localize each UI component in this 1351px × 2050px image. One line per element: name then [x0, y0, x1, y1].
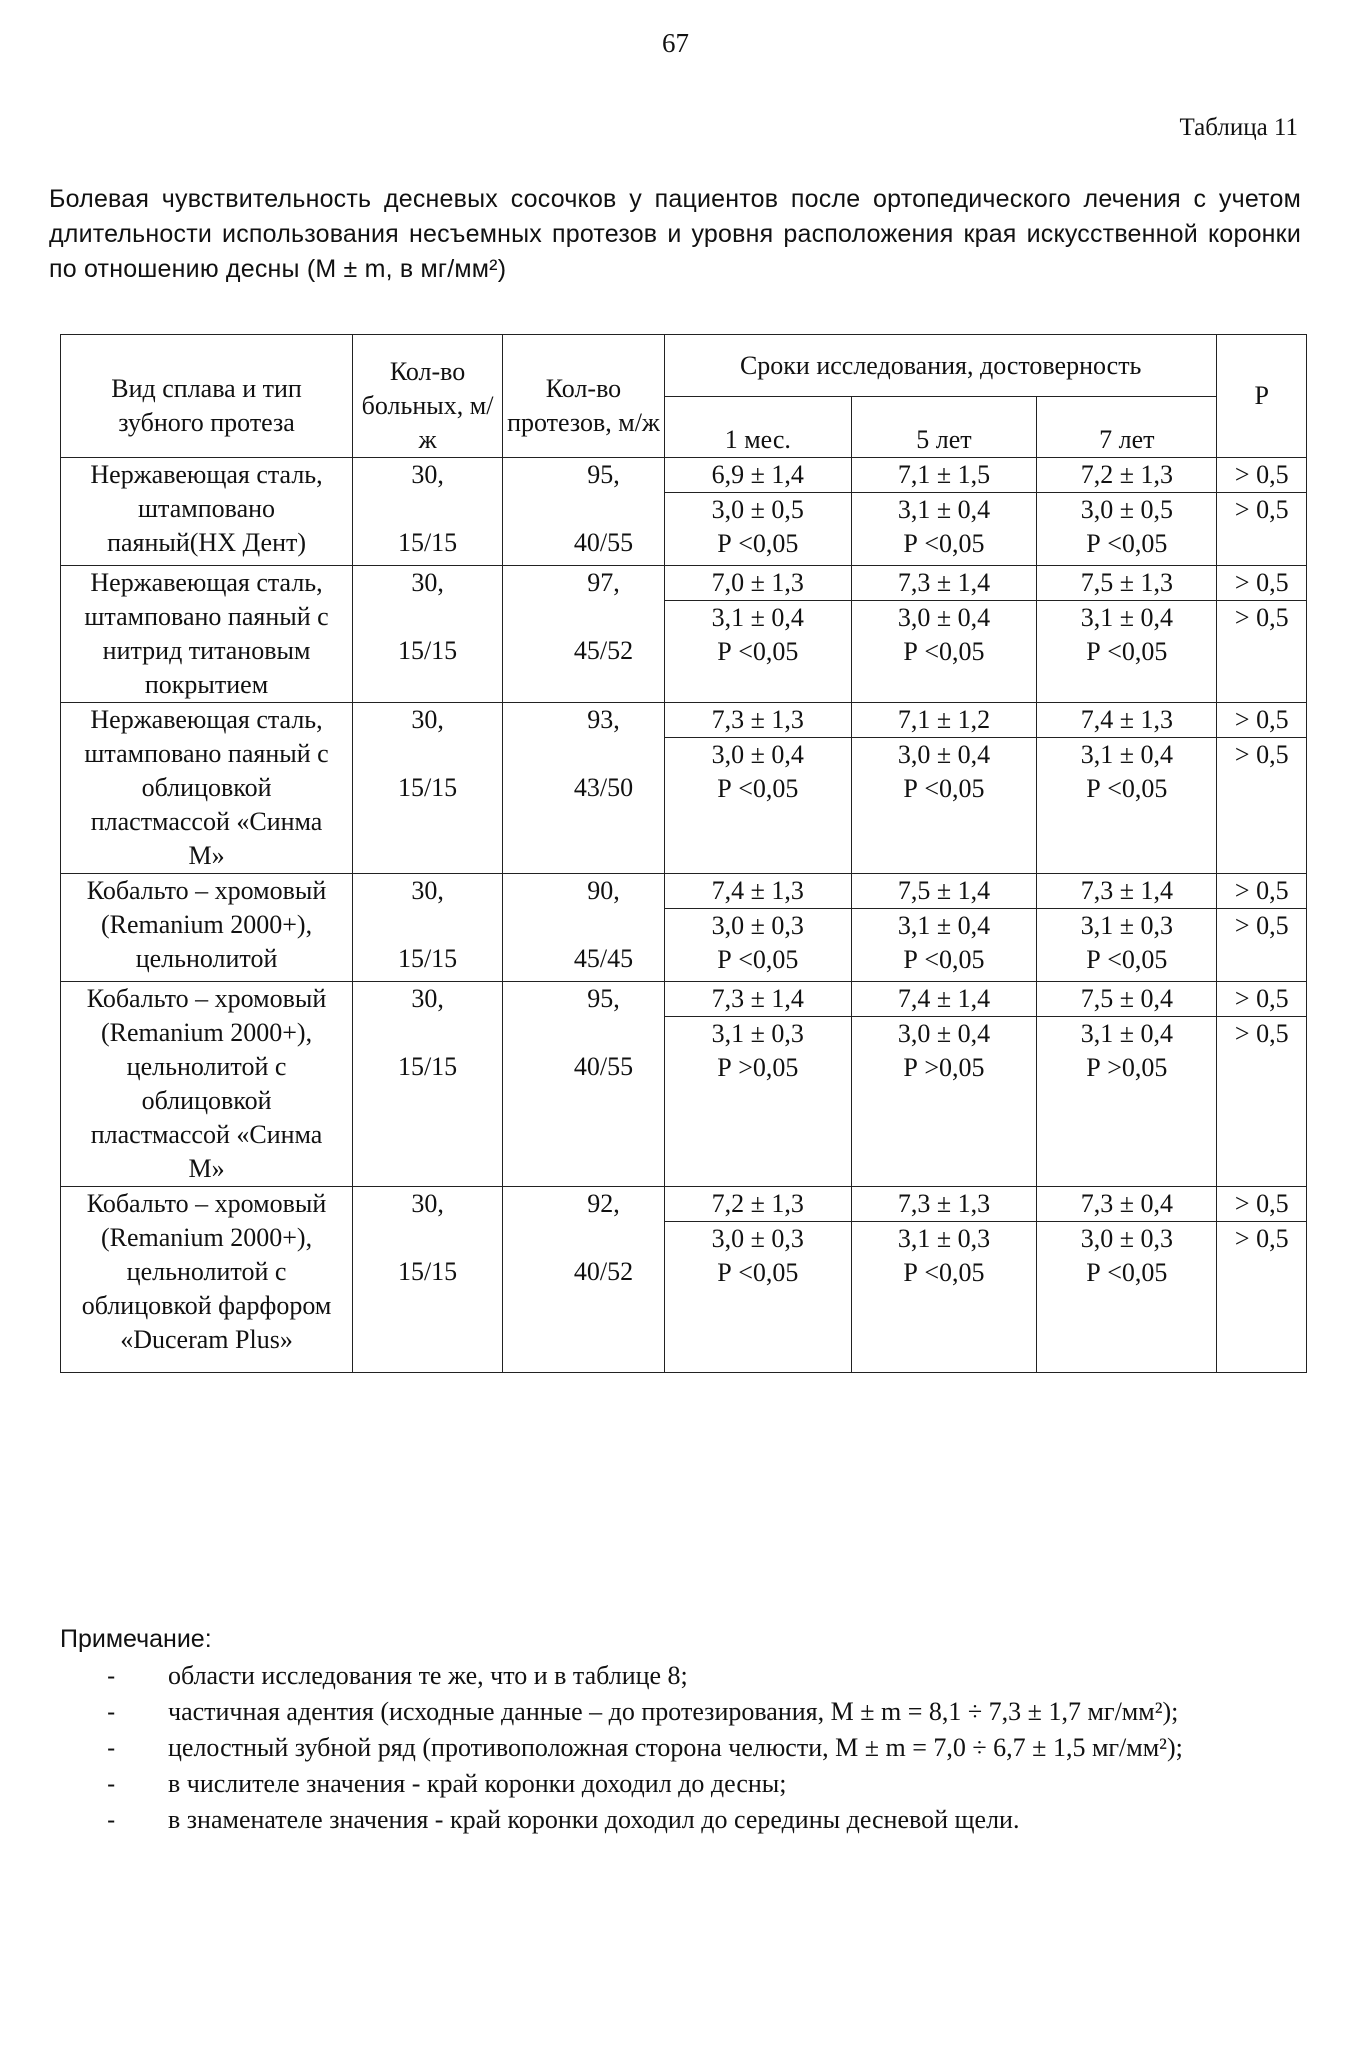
- prostheses-total: 95,: [587, 460, 620, 489]
- value-denominator: 3,1 ± 0,4: [711, 603, 804, 632]
- value-numerator: 7,5 ± 1,3: [1037, 566, 1216, 601]
- value-cell-y5: [851, 566, 1037, 703]
- note-text: частичная адентия (исходные данные – до протезирования, M ± m = 8,1 ÷ 7,3 ± 1,7 мг/мм²);: [168, 1697, 1179, 1726]
- header-row-1: [61, 335, 1307, 397]
- notes-list: [60, 1658, 1280, 1838]
- note-item: [60, 1802, 1280, 1838]
- prostheses-total: 93,: [587, 705, 620, 734]
- value-cell-m1: [664, 982, 851, 1187]
- note-dash: -: [107, 1662, 116, 1690]
- table-row: [61, 1187, 1307, 1373]
- patients-cell: [353, 566, 503, 703]
- patients-total: 30,: [411, 460, 444, 489]
- patients-total: 30,: [411, 705, 444, 734]
- value-denominator: 3,0 ± 0,3: [1080, 1224, 1173, 1253]
- significance: Р <0,05: [903, 774, 985, 803]
- patients-total: 30,: [411, 984, 444, 1013]
- notes-title: Примечание:: [60, 1625, 212, 1653]
- value-cell-y5: [851, 982, 1037, 1187]
- alloy-name: Нержавеющая сталь, штамповано паяный(НХ Дент): [90, 460, 323, 557]
- value-numerator: 7,3 ± 0,4: [1037, 1187, 1216, 1222]
- prostheses-cell: [503, 458, 665, 566]
- value-cell-m1: [664, 458, 851, 566]
- significance: Р <0,05: [717, 637, 799, 666]
- note-dash: -: [107, 1770, 116, 1798]
- significance: Р <0,05: [903, 637, 985, 666]
- prostheses-total: 97,: [587, 568, 620, 597]
- value-cell-y7: [1037, 566, 1217, 703]
- note-item: [60, 1766, 1280, 1802]
- p-numerator: > 0,5: [1217, 566, 1306, 601]
- value-numerator: 7,0 ± 1,3: [665, 566, 851, 601]
- p-denominator: > 0,5: [1234, 603, 1289, 632]
- alloy-cell: [61, 874, 353, 982]
- value-denominator: 3,0 ± 0,4: [897, 740, 991, 769]
- value-denominator: 3,0 ± 0,5: [1080, 495, 1173, 524]
- value-denominator: 3,1 ± 0,4: [897, 911, 991, 940]
- significance: Р >0,05: [903, 1053, 985, 1082]
- patients-cell: [353, 458, 503, 566]
- prostheses-split: 40/55: [573, 528, 634, 557]
- value-cell-y7: [1037, 982, 1217, 1187]
- value-denominator: 3,0 ± 0,4: [897, 1019, 991, 1048]
- significance: Р <0,05: [903, 1258, 985, 1287]
- significance: Р <0,05: [717, 945, 799, 974]
- value-cell-m1: [664, 874, 851, 982]
- p-denominator: > 0,5: [1234, 1019, 1289, 1048]
- value-cell-m1: [664, 703, 851, 874]
- alloy-cell: [61, 566, 353, 703]
- value-denominator: 3,1 ± 0,4: [897, 495, 991, 524]
- significance: Р <0,05: [717, 1258, 799, 1287]
- p-numerator: > 0,5: [1217, 1187, 1306, 1222]
- value-denominator: 3,0 ± 0,5: [711, 495, 804, 524]
- value-numerator: 7,5 ± 1,4: [852, 874, 1037, 909]
- value-cell-y7: [1037, 458, 1217, 566]
- spacer: [507, 737, 660, 771]
- value-cell-y5: [851, 874, 1037, 982]
- prostheses-total: 90,: [587, 876, 620, 905]
- note-item: [60, 1694, 1280, 1730]
- patients-split: 15/15: [397, 528, 458, 557]
- prostheses-split: 40/52: [573, 1257, 634, 1286]
- value-numerator: 7,4 ± 1,3: [665, 874, 851, 909]
- alloy-name: Нержавеющая сталь, штамповано паяный с нитрид титановым покрытием: [84, 568, 329, 699]
- p-cell: [1217, 874, 1307, 982]
- p-cell: [1217, 703, 1307, 874]
- patients-total: 30,: [411, 568, 444, 597]
- value-numerator: 7,1 ± 1,2: [852, 703, 1037, 738]
- value-denominator: 3,0 ± 0,3: [711, 911, 804, 940]
- patients-cell: [353, 703, 503, 874]
- value-cell-m1: [664, 566, 851, 703]
- table-label: Таблица 11: [1179, 114, 1298, 141]
- table-row: [61, 566, 1307, 703]
- significance: Р <0,05: [1086, 529, 1168, 558]
- p-cell: [1217, 1187, 1307, 1373]
- note-dash: -: [107, 1806, 116, 1834]
- patients-cell: [353, 1187, 503, 1373]
- notes: [60, 1625, 1280, 1838]
- prostheses-split: 43/50: [573, 773, 634, 802]
- p-cell: [1217, 982, 1307, 1187]
- significance: Р <0,05: [717, 774, 799, 803]
- spacer: [507, 492, 660, 526]
- value-denominator: 3,0 ± 0,3: [711, 1224, 804, 1253]
- value-numerator: 7,2 ± 1,3: [665, 1187, 851, 1222]
- table-row: [61, 982, 1307, 1187]
- value-denominator: 3,1 ± 0,3: [1080, 911, 1173, 940]
- note-text: области исследования те же, что и в таблице 8;: [168, 1661, 688, 1690]
- header-5-years: 5 лет: [851, 397, 1037, 458]
- patients-split: 15/15: [397, 773, 458, 802]
- value-numerator: 7,4 ± 1,4: [852, 982, 1037, 1017]
- value-cell-y5: [851, 1187, 1037, 1373]
- p-denominator: > 0,5: [1234, 740, 1289, 769]
- patients-cell: [353, 982, 503, 1187]
- value-numerator: 7,3 ± 1,3: [852, 1187, 1037, 1222]
- value-numerator: 7,3 ± 1,4: [665, 982, 851, 1017]
- significance: Р <0,05: [1086, 637, 1168, 666]
- alloy-cell: [61, 1187, 353, 1373]
- spacer: [507, 600, 660, 634]
- p-cell: [1217, 566, 1307, 703]
- value-cell-y7: [1037, 874, 1217, 982]
- patients-split: 15/15: [397, 1257, 458, 1286]
- spacer: [357, 1221, 498, 1255]
- p-numerator: > 0,5: [1217, 703, 1306, 738]
- patients-total: 30,: [411, 1189, 444, 1218]
- header-p: Р: [1217, 335, 1307, 458]
- alloy-name: Кобальто – хромовый (Remanium 2000+), цельнолитой: [86, 876, 327, 973]
- note-text: целостный зубной ряд (противоположная сторона челюсти, M ± m = 7,0 ÷ 6,7 ± 1,5 мг/мм²);: [168, 1733, 1183, 1762]
- note-text: в числителе значения - край коронки доходил до десны;: [168, 1769, 787, 1798]
- value-numerator: 7,3 ± 1,4: [852, 566, 1037, 601]
- value-denominator: 3,1 ± 0,3: [711, 1019, 804, 1048]
- alloy-name: Кобальто – хромовый (Remanium 2000+), цельнолитой с облицовкой фарфором «Duceram Plus»: [81, 1189, 332, 1354]
- value-denominator: 3,1 ± 0,4: [1080, 740, 1173, 769]
- prostheses-total: 92,: [587, 1189, 620, 1218]
- p-denominator: > 0,5: [1234, 1224, 1289, 1253]
- spacer: [507, 908, 660, 942]
- significance: Р <0,05: [903, 945, 985, 974]
- patients-split: 15/15: [397, 636, 458, 665]
- p-numerator: > 0,5: [1217, 982, 1306, 1017]
- value-cell-y7: [1037, 1187, 1217, 1373]
- alloy-name: Кобальто – хромовый (Remanium 2000+), цельнолитой с облицовкой пластмассой «Синма М»: [86, 984, 327, 1183]
- value-numerator: 7,1 ± 1,5: [852, 458, 1037, 493]
- significance: Р >0,05: [717, 1053, 799, 1082]
- p-numerator: > 0,5: [1217, 874, 1306, 909]
- value-numerator: 7,3 ± 1,4: [1037, 874, 1216, 909]
- prostheses-split: 40/55: [573, 1052, 634, 1081]
- significance: Р <0,05: [1086, 774, 1168, 803]
- value-denominator: 3,1 ± 0,3: [897, 1224, 991, 1253]
- value-denominator: 3,0 ± 0,4: [897, 603, 991, 632]
- value-numerator: 7,5 ± 0,4: [1037, 982, 1216, 1017]
- spacer: [357, 737, 498, 771]
- alloy-name: Нержавеющая сталь, штамповано паяный с облицовкой пластмассой «Синма М»: [84, 705, 329, 870]
- value-numerator: 7,2 ± 1,3: [1037, 458, 1216, 493]
- prostheses-total: 95,: [587, 984, 620, 1013]
- significance: Р <0,05: [1086, 945, 1168, 974]
- value-denominator: 3,0 ± 0,4: [711, 740, 804, 769]
- header-prostheses: Кол-во протезов, м/ж: [503, 335, 665, 458]
- p-denominator: > 0,5: [1234, 495, 1289, 524]
- prostheses-cell: [503, 703, 665, 874]
- p-numerator: > 0,5: [1217, 458, 1306, 493]
- table-caption: Болевая чувствительность десневых сосочков у пациентов после ортопедического лечения с учетом длительности использования несъемных протезов и уровня расположения края искусственной коронки по отношению десны (M ± m, в мг/мм²): [49, 185, 1301, 283]
- alloy-cell: [61, 458, 353, 566]
- spacer: [357, 908, 498, 942]
- significance: Р <0,05: [717, 529, 799, 558]
- note-item: [60, 1730, 1280, 1766]
- prostheses-split: 45/52: [573, 636, 634, 665]
- value-numerator: 7,3 ± 1,3: [665, 703, 851, 738]
- value-cell-y5: [851, 703, 1037, 874]
- value-numerator: 6,9 ± 1,4: [665, 458, 851, 493]
- prostheses-cell: [503, 1187, 665, 1373]
- note-dash: -: [107, 1698, 116, 1726]
- header-1-month: 1 мес.: [664, 397, 851, 458]
- header-7-years: 7 лет: [1037, 397, 1217, 458]
- significance: Р <0,05: [903, 529, 985, 558]
- value-cell-m1: [664, 1187, 851, 1373]
- value-numerator: 7,4 ± 1,3: [1037, 703, 1216, 738]
- p-denominator: > 0,5: [1234, 911, 1289, 940]
- prostheses-split: 45/45: [573, 944, 634, 973]
- prostheses-cell: [503, 982, 665, 1187]
- table-row: [61, 703, 1307, 874]
- p-cell: [1217, 458, 1307, 566]
- page-number: 67: [662, 28, 689, 58]
- spacer: [357, 492, 498, 526]
- value-cell-y7: [1037, 703, 1217, 874]
- value-denominator: 3,1 ± 0,4: [1080, 1019, 1173, 1048]
- alloy-cell: [61, 703, 353, 874]
- patients-total: 30,: [411, 876, 444, 905]
- spacer: [507, 1016, 660, 1050]
- spacer: [507, 1221, 660, 1255]
- header-patients: Кол-во больных, м/ж: [353, 335, 503, 458]
- alloy-cell: [61, 982, 353, 1187]
- patients-split: 15/15: [397, 1052, 458, 1081]
- note-item: [60, 1658, 1280, 1694]
- prostheses-cell: [503, 566, 665, 703]
- significance: Р >0,05: [1086, 1053, 1168, 1082]
- value-denominator: 3,1 ± 0,4: [1080, 603, 1173, 632]
- patients-split: 15/15: [397, 944, 458, 973]
- spacer: [357, 600, 498, 634]
- prostheses-cell: [503, 874, 665, 982]
- table-row: [61, 458, 1307, 566]
- data-table: [60, 334, 1307, 1373]
- spacer: [357, 1016, 498, 1050]
- patients-cell: [353, 874, 503, 982]
- note-dash: -: [107, 1734, 116, 1762]
- header-alloy: Вид сплава и тип зубного протеза: [61, 335, 353, 458]
- value-cell-y5: [851, 458, 1037, 566]
- table-row: [61, 874, 1307, 982]
- header-terms: Сроки исследования, достоверность: [664, 335, 1217, 397]
- note-text: в знаменателе значения - край коронки доходил до середины десневой щели.: [168, 1805, 1020, 1834]
- significance: Р <0,05: [1086, 1258, 1168, 1287]
